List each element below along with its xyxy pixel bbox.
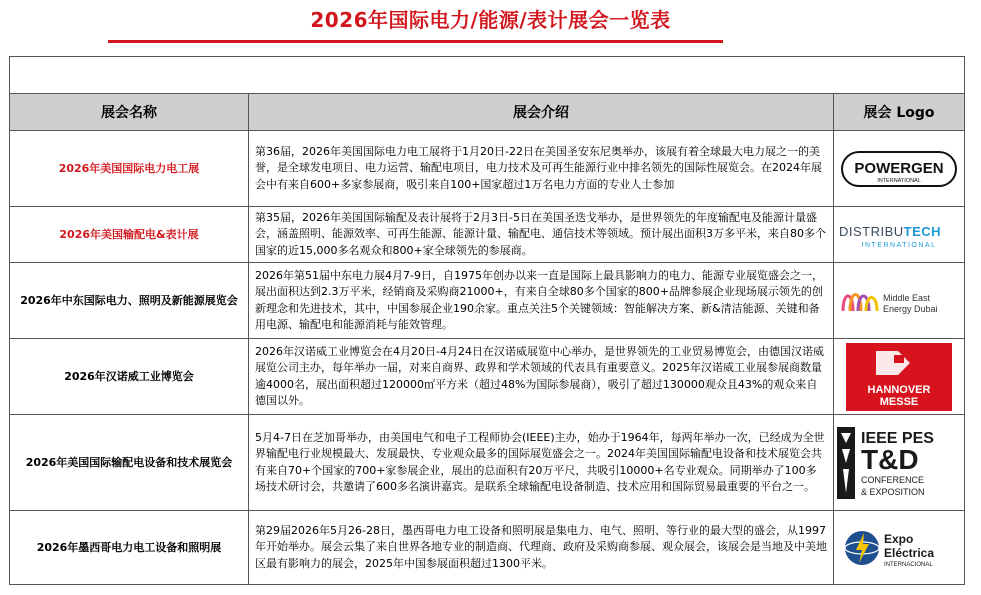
logo-text: HANNOVER bbox=[867, 383, 931, 396]
logo-subtext: Energy Dubai bbox=[883, 303, 938, 314]
exhibition-name: 2026年美国国际输配电设备和技术展览会 bbox=[10, 415, 249, 511]
exhibition-name: 2026年美国国际电力电工展 bbox=[10, 131, 249, 207]
distributech-logo bbox=[837, 218, 961, 252]
table-row bbox=[10, 339, 965, 415]
table-row bbox=[10, 131, 965, 207]
exhibition-name: 2026年墨西哥电力电工设备和照明展 bbox=[10, 511, 249, 585]
hannover-messe-logo bbox=[846, 343, 952, 411]
exhibition-name: 2026年中东国际电力、照明及新能源展览会 bbox=[10, 263, 249, 339]
svg-text:DISTRIBUTECH bbox=[839, 224, 941, 239]
logo-text: IEEE PES bbox=[861, 429, 934, 447]
middle-east-energy-logo bbox=[839, 281, 959, 321]
header-name: 展会名称 bbox=[10, 94, 249, 131]
logo-text: DISTRIBU bbox=[839, 223, 904, 239]
table-row bbox=[10, 263, 965, 339]
table-row bbox=[10, 207, 965, 263]
exhibition-name: 2026年汉诺威工业博览会 bbox=[10, 339, 249, 415]
logo-text: POWERGEN bbox=[854, 159, 944, 177]
expo-electrica-logo bbox=[840, 523, 958, 573]
logo-text-large: T&D bbox=[861, 443, 919, 475]
exhibition-name: 2026年美国输配电&表计展 bbox=[10, 207, 249, 263]
header-logo: 展会 Logo bbox=[834, 94, 965, 131]
logo-subtext: INTERNACIONAL bbox=[884, 561, 933, 568]
logo-text-accent: TECH bbox=[903, 223, 942, 239]
exhibition-intro: 第35届，2026年美国国际输配及表计展将于2月3日-5日在美国圣迭戈举办，是世界领先的年度输配电及能源计量盛会，涵盖照明、能源效率、可再生能源、能源计量、输配电、通信技术等领域。预计展出面积3万多平米，来自80多个国家的近15,000多名观众和800+家全球领先的参展商。 bbox=[249, 207, 834, 263]
table-row bbox=[10, 415, 965, 511]
ieee-pes-td-logo bbox=[835, 423, 963, 503]
logo-subtext: INTERNATIONAL bbox=[861, 241, 937, 249]
logo-subtext: INTERNATIONAL bbox=[877, 177, 921, 184]
logo-subtext: MESSE bbox=[879, 395, 919, 408]
title-underline bbox=[108, 40, 723, 43]
exhibition-intro: 2026年汉诺威工业博览会在4月20日-4月24日在汉诺威展览中心举办，是世界领先的工业贸易博览会，由德国汉诺威展览公司主办，每年举办一届，对来自商界、政界和学术领域的代表具有重要意义。2025年汉诺威工业展参展商数量逾4000名，展出面积超过120000㎡平方米（超过48%为国际参展商），吸引了超过130000观众且43%的观众来自德国以外。 bbox=[249, 339, 834, 415]
powergen-logo bbox=[840, 149, 958, 189]
header-intro: 展会介绍 bbox=[249, 94, 834, 131]
exhibition-intro: 第29届2026年5月26-28日，墨西哥电力电工设备和照明展是集电力、电气、照明、等行业的最大型的盛会，从1997年开始举办。展会云集了来自世界各地专业的制造商、代理商、政府及采购商参展、观众展会，该展会是当地及中美地区最有影响力的展会，2025年中国参展面积超过1300平米。 bbox=[249, 511, 834, 585]
logo-text: Expo bbox=[884, 531, 914, 546]
logo-text: Middle East bbox=[883, 292, 931, 303]
exhibition-table bbox=[9, 56, 965, 585]
exhibition-intro: 5月4-7日在芝加哥举办，由美国电气和电子工程师协会(IEEE)主办，始办于1964年，每两年举办一次，已经成为全世界输配电行业规模最大、发展最快、专业观众最多的国际展览盛会之一。2024年美国国际输配电设备和技术展览会共有来自70+个国家的700+家参展企业，展出的总面积有20万平尺，共吸引10000+名专业观众。同期举办了100多场技术研讨会，共邀请了600多名演讲嘉宾。是联系全球输配电设备制造、技术应用和国际贸易最重要的平台之一。 bbox=[249, 415, 834, 511]
logo-subtext: CONFERENCE bbox=[861, 474, 925, 485]
logo-text-2: Eléctrica bbox=[884, 545, 935, 560]
exhibition-intro: 第36届，2026年美国国际电力电工展将于1月20日-22日在美国圣安东尼奥举办，该展有着全球最大电力展之一的美誉，是全球发电项目、电力运营、输配电项目，电力技术及可再生能源行业中排名领先的国际性展览会。在2024年展会中有来自600+多家参展商，吸引来自100+国家超过1万名电力方面的专业人士参加 bbox=[249, 131, 834, 207]
blank-row bbox=[10, 57, 965, 94]
table-header-row bbox=[10, 94, 965, 131]
page-title: 2026年国际电力/能源/表计展会一览表 bbox=[310, 8, 671, 32]
table-row bbox=[10, 511, 965, 585]
exhibition-intro: 2026年第51届中东电力展4月7-9日，自1975年创办以来一直是国际上最具影响力的电力、能源专业展览盛会之一，展出面积达到2.3万平米，经销商及采购商21000+，有来自全球80多个国家的800+品牌参展企业现场展示领先的创新理念和先进技术，其中，中国参展企业190余家。重点关注5个关键领域：智能解决方案、新&清洁能源、关键和备用电源、输配电和能源消耗与能效管理。 bbox=[249, 263, 834, 339]
logo-subtext-2: & EXPOSITION bbox=[861, 486, 925, 497]
